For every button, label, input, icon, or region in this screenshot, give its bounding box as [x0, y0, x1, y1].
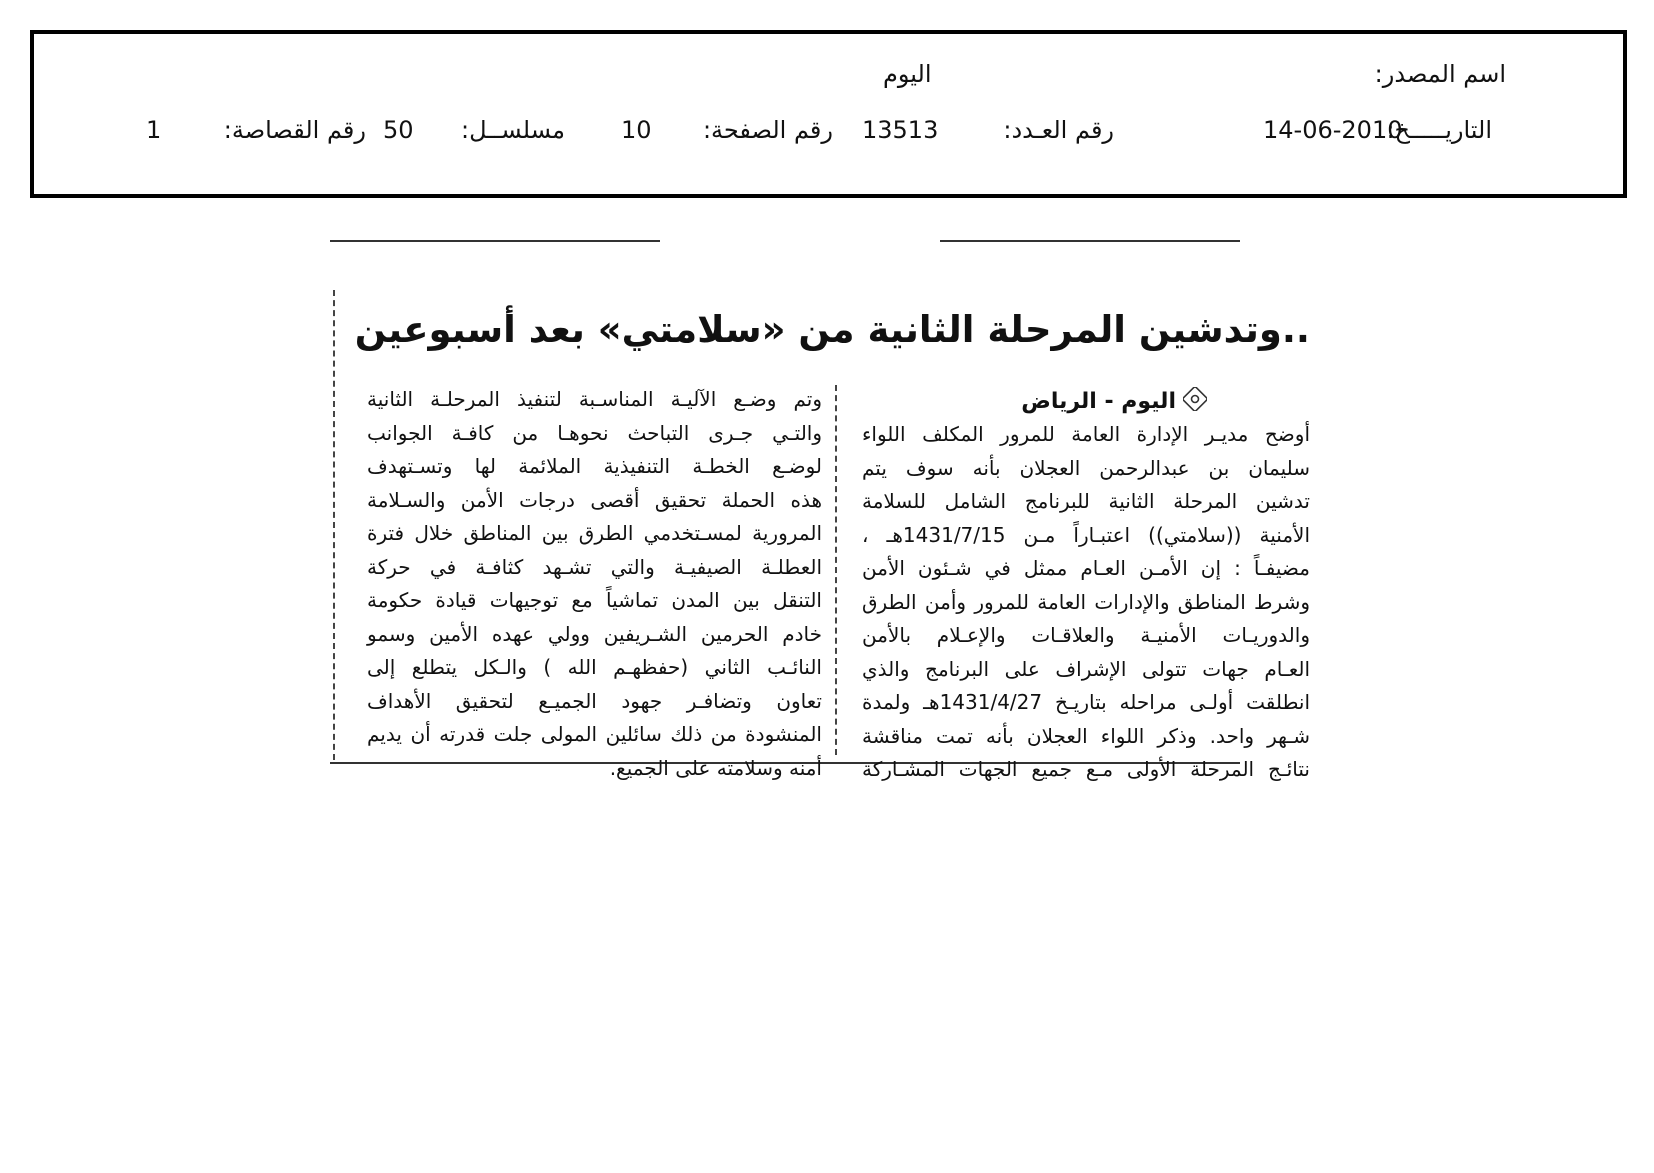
article-line: انطلقت أولـى مراحله بتاريـخ 1431/4/27هـ ولمدة [862, 690, 1310, 714]
article-column-right [862, 418, 1310, 787]
article-line: سليمان بن عبدالرحمن العجلان بأنه سوف يتم [862, 455, 1310, 480]
article-line: شـهر واحد. وذكر اللواء العجلان بأنه تمت مناقشة [862, 723, 1310, 748]
article-line: العطلـة الصيفيـة والتي تشـهد كثافـة في حركة [367, 554, 822, 579]
article-line: العـام جهات تتولى الإشراف على البرنامج والذي [862, 656, 1310, 681]
clipping-label: رقم القصاصة: [223, 116, 366, 144]
source-label: اسم المصدر: [1374, 60, 1506, 88]
top-rule-right [940, 240, 1240, 242]
article-line: هذه الحملة تحقيق أقصى درجات الأمن والسـلامة [367, 487, 822, 512]
page-label: رقم الصفحة: [702, 116, 833, 144]
article-line: والتـي جـرى التباحث نحوهـا من كافـة الجوانب [367, 420, 822, 445]
column-separator [835, 385, 837, 755]
byline [1020, 385, 1210, 419]
byline-text: اليوم - الرياض [1021, 389, 1176, 414]
article-line: مضيفـاً : إن الأمـن العـام ممثل في شـئون الأمن [862, 556, 1310, 580]
top-rule-left [330, 240, 660, 242]
article-line: النائـب الثاني (حفظهـم الله ) والـكل يتطلع إلى [367, 655, 822, 679]
article-column-left [367, 383, 822, 785]
article-line: المرورية لمسـتخدمي الطرق بين المناطق خلال فترة [367, 521, 822, 545]
article-line: نتائـج المرحلة الأولى مـع جميع الجهات المشـاركة [862, 757, 1310, 781]
article-line: خادم الحرمين الشـريفين وولي عهده الأمين وسمو [367, 621, 822, 646]
article-line: لوضـع الخطـة التنفيذية الملائمة لها وتسـتهدف [367, 454, 822, 478]
article-line: تدشين المرحلة الثانية للبرنامج الشامل للسلامة [862, 489, 1310, 513]
article-line: تعاون وتضافـر جهود الجميـع لتحقيق الأهداف [367, 688, 822, 713]
issue-label: رقم العـدد: [1003, 116, 1114, 144]
source-value: اليوم [883, 60, 932, 88]
article-line: التنقل بين المدن تماشياً مع توجيهات قيادة حكومة [367, 588, 822, 612]
clipping-value: 1 [146, 116, 162, 144]
newspaper-logo-icon [1183, 387, 1207, 411]
date-value: 14-06-2010 [1263, 116, 1403, 144]
serial-value: 50 [383, 116, 414, 144]
article-line: وشرط المناطق والإدارات العامة للمرور وأمن الطرق [862, 589, 1310, 614]
article-line: وتم وضـع الآليـة المناسـبة لتنفيذ المرحلـة الثانية [367, 387, 822, 411]
serial-label: مسلســل: [461, 116, 565, 144]
article-line: الأمنية ((سلامتي)) اعتبـاراً مـن 1431/7/15هـ ، [862, 522, 1311, 547]
column-rule-left [333, 290, 335, 760]
article-line: والدوريـات الأمنيـة والعلاقـات والإعـلام بالأمن [862, 623, 1310, 647]
article-line: أمنه وسلامته على الجميع. [609, 755, 822, 780]
article-line: أوضح مديـر الإدارة العامة للمرور المكلف اللواء [862, 422, 1310, 446]
issue-value: 13513 [862, 116, 939, 144]
date-label: التاريـــــخ: [1386, 116, 1492, 144]
article-line: المنشودة من ذلك سائلين المولى جلت قدرته أن يديم [367, 722, 822, 746]
page-value: 10 [621, 116, 652, 144]
article-headline: ..وتدشين المرحلة الثانية من «سلامتي» بعد أسبوعين [354, 308, 1310, 351]
clipping-metadata-box [30, 30, 1627, 198]
